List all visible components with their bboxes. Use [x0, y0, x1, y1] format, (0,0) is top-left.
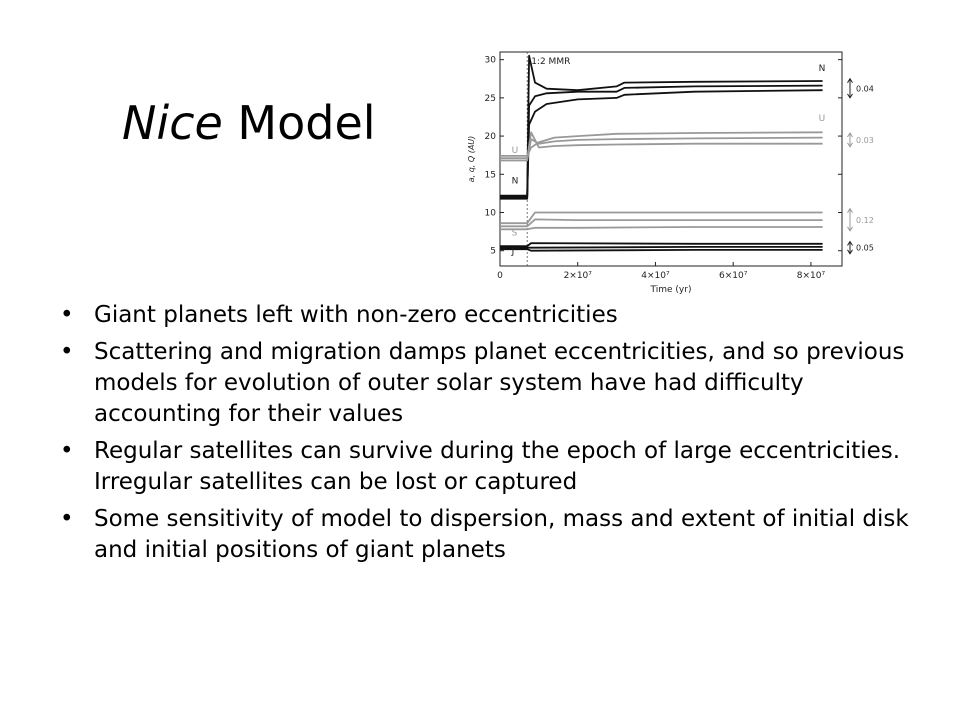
- bullet-icon: •: [60, 302, 74, 328]
- bullet-icon: •: [60, 438, 74, 464]
- x-axis-label: Time (yr): [650, 285, 692, 294]
- series-line-5: [500, 132, 823, 158]
- y-tick-label-2: 15: [484, 170, 496, 181]
- chart-svg: [462, 44, 880, 294]
- planet-label-4: S: [511, 228, 518, 239]
- slide-title-rest: Model: [222, 96, 376, 150]
- ecc-label-0: 0.04: [856, 84, 874, 94]
- y-axis-label: a, q, Q (AU): [467, 135, 476, 183]
- planet-label-2: U: [511, 145, 519, 156]
- series-line-7: [500, 219, 823, 226]
- planet-label-0: N: [818, 64, 826, 75]
- bullet-item: [58, 504, 928, 566]
- x-tick-label-3: 6×10⁷: [719, 271, 748, 281]
- x-tick-label-1: 2×10⁷: [563, 271, 592, 281]
- y-tick-label-5: 30: [484, 55, 496, 66]
- series-line-11: [500, 249, 823, 251]
- bullet-item: [58, 337, 928, 430]
- y-tick-label-4: 25: [484, 93, 496, 104]
- y-tick-label-0: 5: [490, 246, 496, 257]
- x-tick-label-0: 0: [497, 271, 503, 281]
- ecc-label-3: 0.05: [856, 243, 874, 253]
- series-line-8: [500, 227, 823, 229]
- orbit-evolution-chart: [462, 44, 880, 294]
- y-tick-label-3: 20: [484, 132, 496, 143]
- x-tick-label-4: 8×10⁷: [796, 271, 826, 281]
- planet-label-1: U: [818, 113, 826, 124]
- bullet-item: [58, 436, 928, 498]
- planet-label-5: J: [511, 246, 515, 257]
- bullet-text: Scattering and migration damps planet eccentricities, and so previous models for evolution of outer solar system have had difficulty accounting for their values: [94, 339, 905, 427]
- resonance-label: 1:2 MMR: [531, 57, 571, 67]
- bullet-text: Some sensitivity of model to dispersion, mass and extent of initial disk and initial positions of giant planets: [94, 506, 909, 563]
- planet-label-3: N: [511, 176, 519, 187]
- slide-title-italic: Nice: [122, 96, 223, 150]
- ecc-label-2: 0.12: [856, 215, 874, 225]
- bullet-list: [58, 300, 928, 572]
- bullet-icon: •: [60, 339, 74, 365]
- series-line-6: [500, 213, 823, 224]
- ecc-label-1: 0.03: [856, 135, 874, 145]
- series-line-10: [500, 247, 823, 248]
- bullet-text: Giant planets left with non-zero eccentricities: [94, 302, 618, 328]
- series-line-0: [500, 56, 823, 196]
- x-tick-label-2: 4×10⁷: [641, 271, 670, 281]
- bullet-text: Regular satellites can survive during the epoch of large eccentricities. Irregular satellites can be lost or captured: [94, 438, 901, 495]
- plot-frame: [500, 52, 842, 266]
- bullet-icon: •: [60, 506, 74, 532]
- slide-title: [122, 96, 376, 151]
- series-line-9: [500, 243, 823, 246]
- series-line-4: [500, 138, 823, 161]
- bullet-item: [58, 300, 928, 331]
- y-tick-label-1: 10: [484, 208, 496, 219]
